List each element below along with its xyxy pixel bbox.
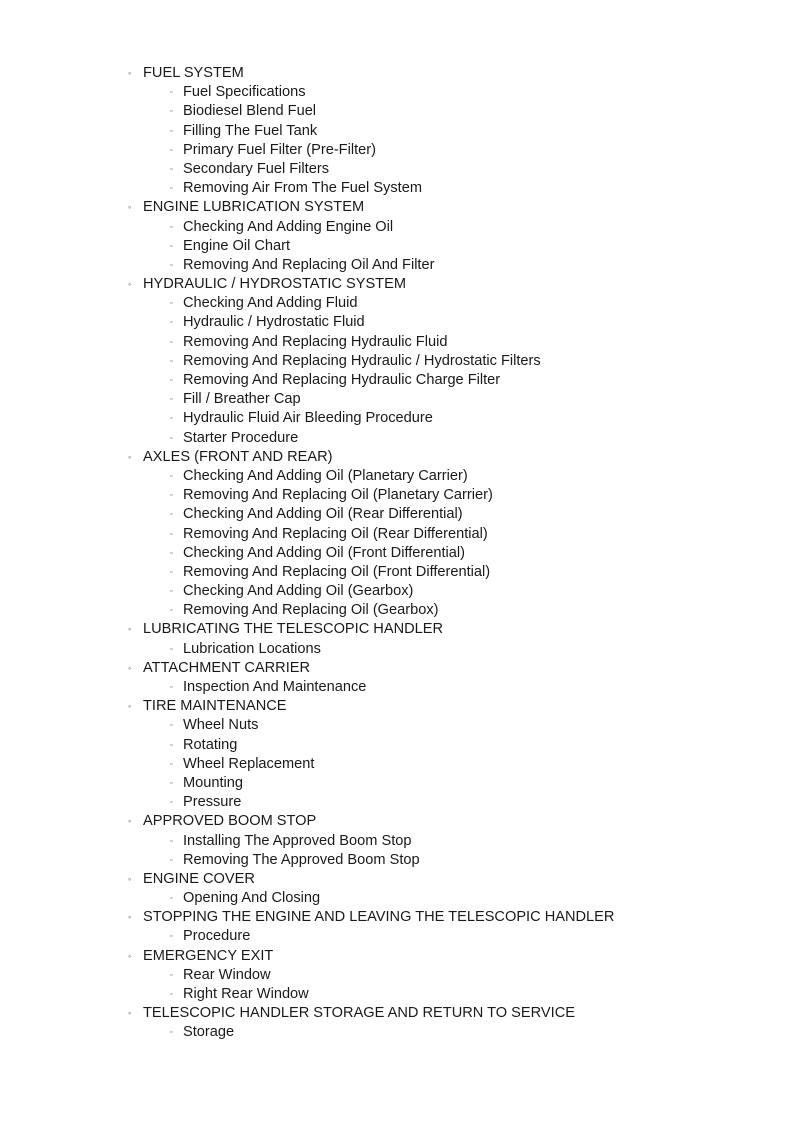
item-label: Wheel Replacement (183, 755, 315, 772)
list-item (0, 313, 794, 332)
section-title: AXLES (FRONT AND REAR) (143, 448, 333, 465)
item-bullet-icon: ▫ (170, 760, 173, 768)
list-item (0, 160, 794, 179)
item-bullet-icon: ▫ (170, 396, 173, 404)
section-heading (0, 64, 794, 83)
item-label: Inspection And Maintenance (183, 679, 367, 695)
section-heading (0, 697, 794, 716)
item-bullet-icon: ▫ (170, 89, 173, 97)
item-bullet-icon: ▫ (170, 511, 173, 519)
section-bullet-icon: ◦ (128, 912, 132, 923)
item-bullet-icon: ▫ (170, 933, 173, 941)
item-bullet-icon: ▫ (170, 165, 173, 173)
item-bullet-icon: ▫ (170, 146, 173, 154)
item-bullet-icon: ▫ (170, 108, 173, 116)
item-bullet-icon: ▫ (170, 377, 173, 384)
item-label: Storage (183, 1024, 235, 1041)
item-bullet-icon: ▫ (170, 242, 173, 250)
section-title: APPROVED BOOM STOP (143, 813, 317, 830)
list-item (0, 486, 794, 505)
section-heading (0, 198, 794, 217)
item-bullet-icon: ▫ (170, 856, 173, 864)
list-item (0, 832, 794, 851)
item-bullet-icon: ▫ (170, 588, 173, 596)
section-heading (0, 947, 794, 966)
item-label: Removing And Replacing Hydraulic / Hydrostatic Filters (183, 352, 541, 369)
item-bullet-icon: ▫ (170, 261, 173, 269)
section-heading (0, 448, 794, 467)
item-bullet-icon: ▫ (170, 319, 173, 327)
item-label: Hydraulic Fluid Air Bleeding Procedure (183, 410, 433, 427)
list-item (0, 505, 794, 524)
section-heading (0, 908, 794, 927)
list-item (0, 966, 794, 985)
item-label: Hydraulic / Hydrostatic Fluid (183, 314, 365, 331)
item-bullet-icon: ▫ (170, 357, 173, 365)
section-bullet-icon: ◦ (128, 451, 132, 462)
item-label: Removing And Replacing Oil And Filter (183, 256, 435, 273)
list-item (0, 640, 794, 659)
item-label: Filling The Fuel Tank (183, 122, 318, 139)
list-item (0, 1023, 794, 1042)
list-item (0, 390, 794, 409)
section-bullet-icon: ◦ (128, 68, 132, 78)
item-bullet-icon: ▫ (170, 415, 173, 423)
item-bullet-icon: ▫ (170, 971, 173, 979)
item-label: Installing The Approved Boom Stop (183, 832, 412, 849)
list-item (0, 294, 794, 313)
list-item (0, 256, 794, 275)
section-title: ATTACHMENT CARRIER (143, 659, 311, 676)
section-bullet-icon: ◦ (128, 701, 132, 712)
section-heading (0, 275, 794, 294)
section-title: FUEL SYSTEM (143, 65, 244, 81)
item-label: Checking And Adding Engine Oil (183, 218, 394, 235)
list-item (0, 141, 794, 160)
list-item (0, 409, 794, 428)
item-bullet-icon: ▫ (170, 300, 173, 308)
item-bullet-icon: ▫ (170, 223, 173, 231)
item-label: Removing And Replacing Oil (Planetary Carrier) (183, 487, 493, 504)
item-label: Removing And Replacing Hydraulic Fluid (183, 333, 448, 350)
item-label: Engine Oil Chart (183, 237, 291, 254)
section-heading (0, 659, 794, 678)
item-bullet-icon: ▫ (170, 549, 173, 557)
list-item (0, 851, 794, 870)
list-item (0, 83, 794, 102)
item-bullet-icon: ▫ (170, 895, 173, 903)
list-item (0, 736, 794, 755)
section-bullet-icon: ◦ (128, 950, 132, 961)
item-bullet-icon: ▫ (170, 185, 173, 193)
list-item (0, 371, 794, 390)
item-label: Removing And Replacing Oil (Gearbox) (183, 602, 439, 619)
item-label: Fuel Specifications (183, 84, 306, 101)
item-bullet-icon: ▫ (170, 799, 173, 807)
list-item (0, 467, 794, 486)
section-title: TIRE MAINTENANCE (143, 698, 287, 715)
list-item (0, 429, 794, 448)
item-label: Right Rear Window (183, 986, 309, 1002)
list-item (0, 352, 794, 371)
item-bullet-icon: ▫ (170, 837, 173, 845)
item-bullet-icon: ▫ (170, 684, 173, 691)
list-item (0, 544, 794, 563)
list-item (0, 179, 794, 198)
section-bullet-icon: ◦ (128, 662, 132, 673)
list-item (0, 237, 794, 256)
item-label: Starter Procedure (183, 429, 299, 446)
item-bullet-icon: ▫ (170, 492, 173, 500)
item-label: Primary Fuel Filter (Pre-Filter) (183, 141, 376, 158)
list-item (0, 774, 794, 793)
list-item (0, 716, 794, 735)
item-bullet-icon: ▫ (170, 741, 173, 749)
item-bullet-icon: ▫ (170, 338, 173, 346)
item-label: Checking And Adding Oil (Front Differential) (183, 544, 466, 561)
item-label: Rear Window (183, 966, 271, 983)
section-title: HYDRAULIC / HYDROSTATIC SYSTEM (143, 276, 406, 293)
item-bullet-icon: ▫ (170, 568, 173, 576)
list-item (0, 218, 794, 237)
section-title: LUBRICATING THE TELESCOPIC HANDLER (143, 621, 444, 638)
item-label: Removing And Replacing Hydraulic Charge Filter (183, 372, 501, 388)
item-label: Biodiesel Blend Fuel (183, 103, 317, 120)
section-bullet-icon: ◦ (128, 1008, 132, 1019)
section-bullet-icon: ◦ (128, 873, 132, 884)
section-heading (0, 620, 794, 639)
item-label: Checking And Adding Fluid (183, 295, 358, 312)
section-title: TELESCOPIC HANDLER STORAGE AND RETURN TO SERVICE (143, 1005, 575, 1022)
item-label: Opening And Closing (183, 890, 321, 907)
section-bullet-icon: ◦ (128, 624, 132, 635)
item-bullet-icon: ▫ (170, 1029, 173, 1037)
item-label: Checking And Adding Oil (Rear Differential) (183, 506, 463, 523)
item-label: Lubrication Locations (183, 640, 321, 657)
list-item (0, 122, 794, 141)
list-item (0, 985, 794, 1004)
item-label: Checking And Adding Oil (Planetary Carrier) (183, 467, 468, 484)
list-item (0, 601, 794, 620)
list-item (0, 563, 794, 582)
list-item (0, 333, 794, 352)
list-item (0, 582, 794, 601)
item-label: Fill / Breather Cap (183, 391, 301, 408)
item-bullet-icon: ▫ (170, 779, 173, 787)
item-bullet-icon: ▫ (170, 530, 173, 538)
list-item (0, 755, 794, 774)
item-label: Secondary Fuel Filters (183, 160, 329, 177)
item-bullet-icon: ▫ (170, 127, 173, 135)
item-bullet-icon: ▫ (170, 607, 173, 615)
item-label: Rotating (183, 736, 238, 753)
list-item (0, 678, 794, 697)
item-label: Pressure (183, 794, 242, 811)
table-of-contents (0, 64, 794, 1043)
item-bullet-icon: ▫ (170, 645, 173, 653)
list-item (0, 889, 794, 908)
section-heading (0, 870, 794, 889)
section-heading (0, 812, 794, 831)
item-label: Removing And Replacing Oil (Rear Differential) (183, 525, 488, 542)
item-bullet-icon: ▫ (170, 472, 173, 480)
item-bullet-icon: ▫ (170, 434, 173, 442)
section-heading (0, 1004, 794, 1023)
section-title: EMERGENCY EXIT (143, 947, 274, 964)
section-title: STOPPING THE ENGINE AND LEAVING THE TELESCOPIC HANDLER (143, 909, 615, 926)
list-item (0, 525, 794, 544)
section-title: ENGINE LUBRICATION SYSTEM (143, 199, 365, 216)
section-bullet-icon: ◦ (128, 816, 132, 827)
section-title: ENGINE COVER (143, 870, 255, 887)
item-label: Wheel Nuts (183, 717, 259, 734)
item-label: Removing And Replacing Oil (Front Differential) (183, 563, 491, 580)
item-bullet-icon: ▫ (170, 722, 173, 730)
item-label: Checking And Adding Oil (Gearbox) (183, 583, 414, 600)
section-bullet-icon: ◦ (128, 279, 132, 290)
item-bullet-icon: ▫ (170, 991, 173, 998)
item-label: Procedure (183, 928, 251, 945)
item-label: Removing Air From The Fuel System (183, 180, 422, 197)
list-item (0, 793, 794, 812)
list-item (0, 102, 794, 121)
list-item (0, 927, 794, 946)
item-label: Mounting (183, 774, 244, 791)
section-bullet-icon: ◦ (128, 202, 132, 213)
item-label: Removing The Approved Boom Stop (183, 851, 420, 868)
